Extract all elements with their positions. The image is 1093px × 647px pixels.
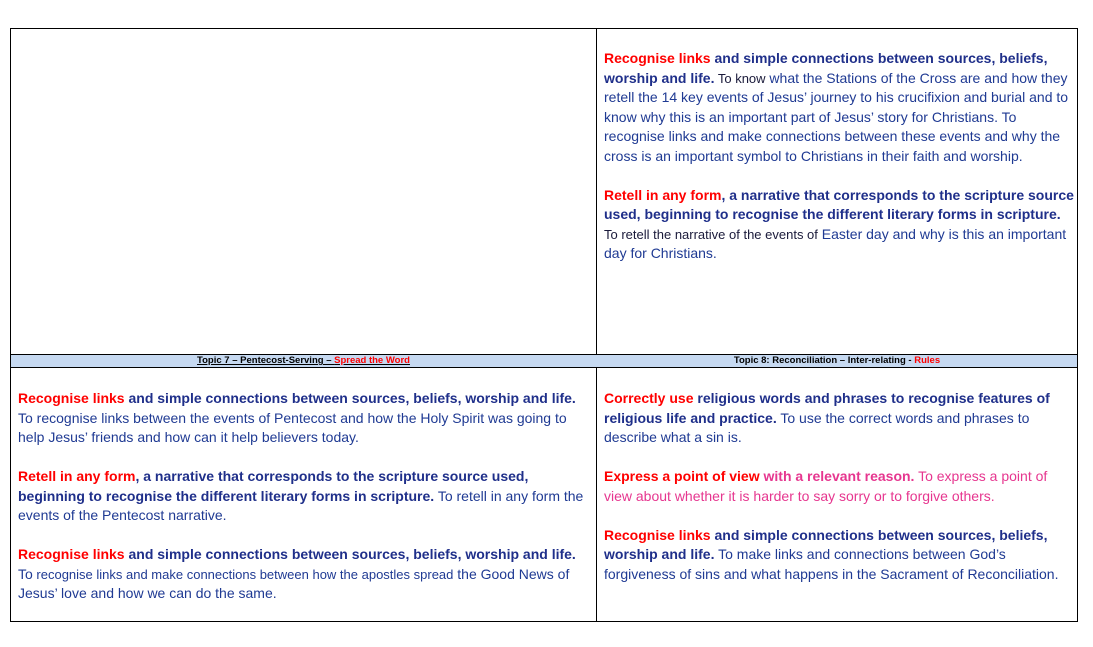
lead-phrase: Recognise links <box>18 390 125 406</box>
bottom-right-paragraph-2: Express a point of view with a relevant reason. To express a point of view about whether it is harder to say sorry or to forgive others. <box>604 468 1048 504</box>
bottom-left-paragraph-1: Recognise links and simple connections between sources, beliefs, worship and life. To recognise links between the events of Pentecost and how the Holy Spirit was going to help Jesus’ friends and how can it help believers today. <box>18 390 576 445</box>
lead-phrase: Retell in any form <box>604 186 722 203</box>
topic-7-header: Topic 7 – Pentecost-Serving – Spread the Word <box>197 355 410 366</box>
bottom-right-cell <box>604 389 1074 604</box>
topic-header-row <box>11 354 1077 368</box>
column-divider <box>596 29 597 621</box>
lead-phrase: Recognise links <box>604 526 711 543</box>
lead-phrase: Recognise links <box>18 546 125 562</box>
top-right-paragraph-2: Retell in any form, a narrative that corresponds to the scripture source used, beginning to recognise the different literary forms in scripture. To retell the narrative of the events of Easter day and why is this an important day for Christians. <box>604 186 1074 261</box>
topic-8-header: Topic 8: Reconciliation – Inter-relating - Rules <box>733 355 941 366</box>
lead-phrase: Express a point of view <box>604 468 760 484</box>
bottom-right-paragraph-3: Recognise links and simple connections between sources, beliefs, worship and life. To make links and connections between God’s forgiveness of sins and what happens in the Sacrament of Reconciliation. <box>604 526 1059 582</box>
bottom-left-paragraph-2: Retell in any form, a narrative that corresponds to the scripture source used, beginning to recognise the different literary forms in scripture. To retell in any form the events of the Pentecost narrative. <box>18 468 584 523</box>
bottom-left-cell <box>18 389 590 623</box>
top-right-paragraph-1: Recognise links and simple connections between sources, beliefs, worship and life. To know what the Stations of the Cross are and how they retell the 14 key events of Jesus’ journey to his crucifixion and burial and to know why this is an important part of Jesus’ story for Christians. To recognise links and make connections between these events and why the cross is an important symbol to Christians in their faith and worship. <box>604 50 1069 164</box>
bottom-right-paragraph-1: Correctly use religious words and phrases to recognise features of religious life and practice. To use the correct words and phrases to describe what a sin is. <box>604 390 1050 445</box>
top-right-cell <box>604 49 1074 283</box>
bottom-left-paragraph-3: Recognise links and simple connections between sources, beliefs, worship and life. To recognise links and make connections between how the apostles spread the Good News of Jesus’ love and how we can do the same. <box>18 546 576 601</box>
curriculum-table <box>10 28 1078 622</box>
lead-phrase: Correctly use <box>604 390 694 406</box>
lead-phrase: Recognise links <box>604 50 711 66</box>
lead-phrase: Retell in any form <box>18 468 136 484</box>
